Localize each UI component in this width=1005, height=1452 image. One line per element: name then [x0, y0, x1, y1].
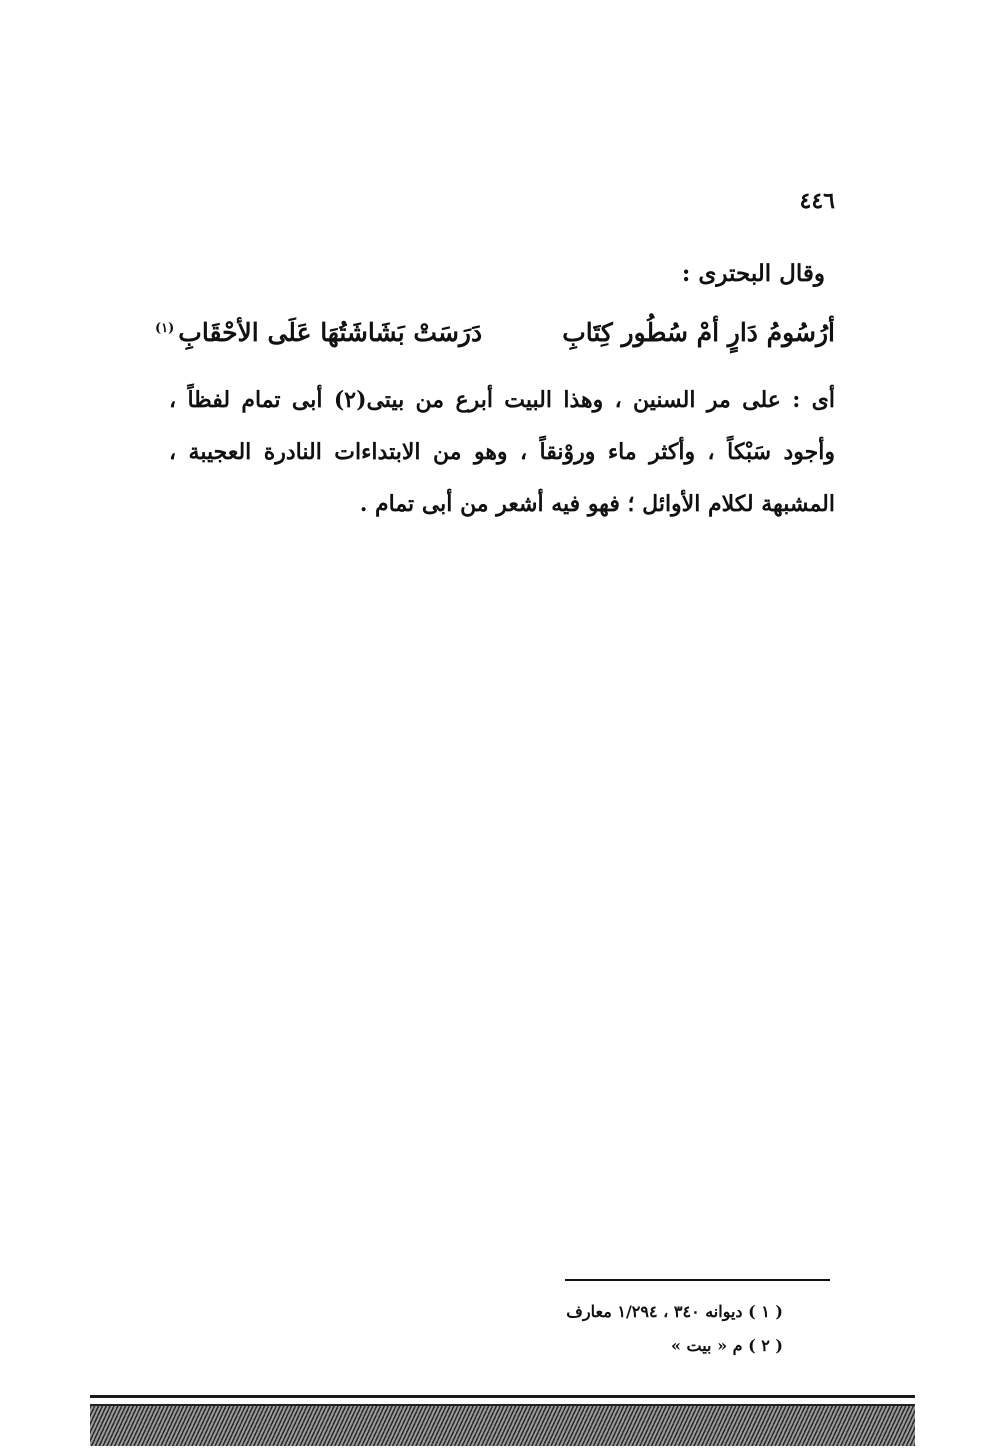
page-number: ٤٤٦ [799, 188, 835, 214]
commentary-line: أى : على مر السنين ، وهذا البيت أبرع من بيتى(٢) أبى تمام لفظاً ، [169, 387, 836, 413]
verse-second-hemistich-text: دَرَسَتْ بَشَاشَتُهَا عَلَى الأحْقَابِ [178, 318, 483, 347]
footnote-item: ( ٢ ) م « بيت » [670, 1336, 783, 1355]
footnote-item: ( ١ ) ديوانه ٣٤٠ ، ١/٢٩٤ معارف [566, 1302, 783, 1321]
page-bottom-hatch-band [90, 1404, 915, 1446]
footnote-separator [565, 1279, 830, 1281]
commentary-line: وأجود سَبْكاً ، وأكثر ماء وروْنقاً ، وهو من الابتداءات النادرة العجيبة ، [169, 439, 835, 465]
verse-second-hemistich [155, 318, 482, 347]
verse-first-hemistich: أرُسُومُ دَارٍ أمْ سُطُور كِتَابِ [562, 318, 835, 347]
commentary-line: المشبهة لكلام الأوائل ؛ فهو فيه أشعر من أبى تمام . [359, 491, 835, 517]
footnote-reference-1: (١) [155, 320, 175, 336]
page-bottom-rule [90, 1395, 915, 1398]
footnotes [566, 1298, 783, 1366]
poem-introduction: وقال البحترى : [681, 260, 825, 287]
commentary-paragraph [169, 380, 835, 536]
